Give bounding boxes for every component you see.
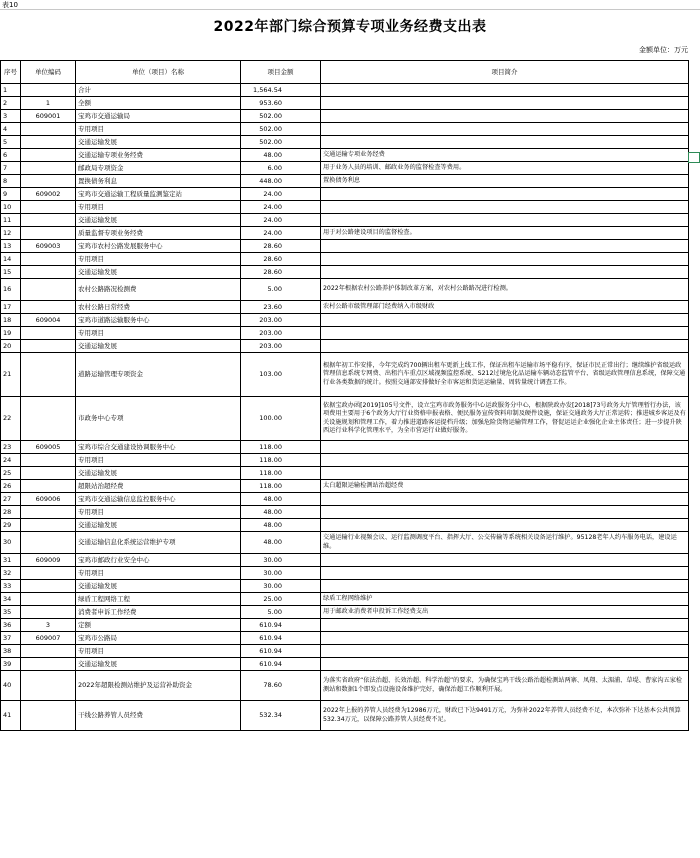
table-row <box>1 279 689 301</box>
table-row <box>1 340 689 353</box>
row-number: 7 <box>1 162 21 175</box>
page-title: 2022年部门综合预算专项业务经费支出表 <box>213 19 487 35</box>
project-name: 专用项目 <box>76 567 241 580</box>
project-amount: 118.00 <box>241 454 321 467</box>
unit-code: 609005 <box>21 441 76 454</box>
table-row <box>1 253 689 266</box>
table-row <box>1 110 689 123</box>
table-row <box>1 149 689 162</box>
project-amount: 532.34 <box>241 701 321 731</box>
row-number: 38 <box>1 645 21 658</box>
project-description <box>321 266 689 279</box>
row-number: 24 <box>1 454 21 467</box>
table-row <box>1 201 689 214</box>
project-name: 交通运输发展 <box>76 266 241 279</box>
project-amount: 610.94 <box>241 632 321 645</box>
unit-code <box>21 123 76 136</box>
row-number: 31 <box>1 554 21 567</box>
project-description: 用于业务人员的培训、邮政业务的监督检查等费用。 <box>321 162 689 175</box>
budget-table <box>0 60 689 731</box>
project-description <box>321 188 689 201</box>
project-description: 交通运输专项业务经费 <box>321 149 689 162</box>
table-row <box>1 632 689 645</box>
unit-code <box>21 136 76 149</box>
table-header-row <box>1 61 689 84</box>
unit-code <box>21 279 76 301</box>
project-description <box>321 84 689 97</box>
unit-code <box>21 658 76 671</box>
project-name: 宝鸡市交通运输信息监控服务中心 <box>76 493 241 506</box>
unit-code <box>21 467 76 480</box>
unit-code <box>21 606 76 619</box>
project-amount: 610.94 <box>241 619 321 632</box>
project-name: 宝鸡市交通运输工程质量监测鉴定站 <box>76 188 241 201</box>
table-row <box>1 606 689 619</box>
project-name: 宝鸡市农村公路发展服务中心 <box>76 240 241 253</box>
table-row <box>1 162 689 175</box>
project-name: 交通运输发展 <box>76 467 241 480</box>
table-row <box>1 84 689 97</box>
project-description: 绿盾工程网络维护 <box>321 593 689 606</box>
project-amount: 78.60 <box>241 671 321 701</box>
project-amount: 5.00 <box>241 606 321 619</box>
table-row <box>1 240 689 253</box>
table-row <box>1 214 689 227</box>
project-description <box>321 645 689 658</box>
table-row <box>1 671 689 701</box>
project-name: 专用项目 <box>76 253 241 266</box>
project-description <box>321 240 689 253</box>
project-amount: 28.60 <box>241 266 321 279</box>
unit-code <box>21 340 76 353</box>
project-description <box>321 201 689 214</box>
project-description <box>321 580 689 593</box>
unit-code <box>21 397 76 441</box>
unit-code <box>21 593 76 606</box>
unit-code <box>21 671 76 701</box>
row-number: 22 <box>1 397 21 441</box>
row-number: 8 <box>1 175 21 188</box>
project-description <box>321 214 689 227</box>
project-description: 用于对公路建设项目的监督检查。 <box>321 227 689 240</box>
project-amount: 30.00 <box>241 580 321 593</box>
unit-code: 609004 <box>21 314 76 327</box>
table-row <box>1 467 689 480</box>
row-number: 16 <box>1 279 21 301</box>
row-number: 37 <box>1 632 21 645</box>
project-name: 宝鸡市邮政行业安全中心 <box>76 554 241 567</box>
row-number: 27 <box>1 493 21 506</box>
unit-code <box>21 84 76 97</box>
unit-code: 609007 <box>21 632 76 645</box>
table-row <box>1 188 689 201</box>
header-code: 单位编码 <box>21 61 76 84</box>
row-number: 36 <box>1 619 21 632</box>
table-row <box>1 266 689 279</box>
row-number: 41 <box>1 701 21 731</box>
unit-code: 609009 <box>21 554 76 567</box>
row-number: 10 <box>1 201 21 214</box>
header-no: 序号 <box>1 61 21 84</box>
project-description <box>321 327 689 340</box>
unit-code <box>21 227 76 240</box>
row-number: 19 <box>1 327 21 340</box>
header-description: 项目简介 <box>321 61 689 84</box>
project-amount: 24.00 <box>241 201 321 214</box>
project-description <box>321 519 689 532</box>
project-name: 宝鸡市道路运输服务中心 <box>76 314 241 327</box>
row-number: 6 <box>1 149 21 162</box>
project-amount: 118.00 <box>241 480 321 493</box>
row-number: 5 <box>1 136 21 149</box>
project-description <box>321 441 689 454</box>
project-amount: 48.00 <box>241 532 321 554</box>
project-description: 2022年根据农村公路养护体制改革方案，对农村公路路况进行检测。 <box>321 279 689 301</box>
unit-code <box>21 301 76 314</box>
table-row <box>1 227 689 240</box>
row-number: 39 <box>1 658 21 671</box>
project-amount: 448.00 <box>241 175 321 188</box>
table-row <box>1 567 689 580</box>
project-name: 交通运输发展 <box>76 519 241 532</box>
project-description: 根据年初工作安排，今年完成约700辆出租车更新上线工作，保证出租车运输市场平稳有序，保证市民正常出行；继续维护省级运政管理信息系统专网费、出租汽车重点区域视频监控系统、S212过境危化品运输车辆动态监管平台、省级运政管理信息系统，保障交通行业各类数据的统计。按照交通部安排做好全市客运和货运运输量、周转量统计调查工作。 <box>321 353 689 397</box>
unit-code: 609006 <box>21 493 76 506</box>
project-name: 合计 <box>76 84 241 97</box>
unit-code <box>21 266 76 279</box>
project-description <box>321 467 689 480</box>
project-name: 交通运输发展 <box>76 580 241 593</box>
project-name: 交通运输发展 <box>76 340 241 353</box>
table-row <box>1 97 689 110</box>
unit-code <box>21 645 76 658</box>
header-amount: 项目金额 <box>241 61 321 84</box>
project-amount: 5.00 <box>241 279 321 301</box>
project-name: 定额 <box>76 619 241 632</box>
project-name: 交通运输信息化系统运营维护专项 <box>76 532 241 554</box>
unit-code <box>21 519 76 532</box>
project-amount: 203.00 <box>241 340 321 353</box>
project-name: 交通运输发展 <box>76 658 241 671</box>
row-number: 21 <box>1 353 21 397</box>
sheet-tag: 表10 <box>2 1 18 9</box>
project-amount: 48.00 <box>241 149 321 162</box>
unit-code <box>21 567 76 580</box>
project-description <box>321 454 689 467</box>
project-description <box>321 123 689 136</box>
row-number: 34 <box>1 593 21 606</box>
row-number: 11 <box>1 214 21 227</box>
project-name: 质量监督专项业务经费 <box>76 227 241 240</box>
row-number: 3 <box>1 110 21 123</box>
project-description: 依据宝政办函[2019]105号文件，设立宝鸡市政务服务中心运政服务分中心，根据陕政办发[2018]73号政务大厅管理暂行办法，该项费用主要用于6个政务大厅行业资格申报表格、便民服务宣传资料印制及硬件设施，保证交通政务大厅正常运转；推进城乡客运及有关设施规划和管理工作，着力推进道路客运提档升级；加强危险货物运输管理工作，督促运运企业强化企业主体责任；进一步提升陕西运行业科学化管理水平，为全市营运行业做好服务。 <box>321 397 689 441</box>
table-row <box>1 314 689 327</box>
table-row <box>1 327 689 340</box>
project-amount: 118.00 <box>241 441 321 454</box>
table-row <box>1 353 689 397</box>
project-name: 宝鸡市交通运输局 <box>76 110 241 123</box>
project-amount: 100.00 <box>241 397 321 441</box>
row-number: 14 <box>1 253 21 266</box>
cell-selection-marker <box>688 152 700 163</box>
table-row <box>1 593 689 606</box>
project-name: 消费者申诉工作经费 <box>76 606 241 619</box>
project-amount: 1,564.54 <box>241 84 321 97</box>
row-number: 12 <box>1 227 21 240</box>
project-description: 2022年上报的养管人员经费为12986万元，财政已下达9491万元，为弥补2022年养管人员经费不足，本次弥补下达基本公共预算532.34万元，以保障公路养管人员经费不足。 <box>321 701 689 731</box>
table-row <box>1 301 689 314</box>
unit-code <box>21 580 76 593</box>
project-description <box>321 493 689 506</box>
project-amount: 24.00 <box>241 188 321 201</box>
project-description <box>321 554 689 567</box>
row-number: 30 <box>1 532 21 554</box>
row-number: 1 <box>1 84 21 97</box>
project-amount: 6.00 <box>241 162 321 175</box>
project-amount: 953.60 <box>241 97 321 110</box>
row-number: 29 <box>1 519 21 532</box>
row-number: 18 <box>1 314 21 327</box>
table-row <box>1 506 689 519</box>
project-name: 宝鸡市综合交通建设协调服务中心 <box>76 441 241 454</box>
project-description <box>321 340 689 353</box>
row-number: 20 <box>1 340 21 353</box>
unit-code <box>21 506 76 519</box>
table-row <box>1 175 689 188</box>
unit-code: 3 <box>21 619 76 632</box>
project-name: 2022年超限检测站维护及运营补助资金 <box>76 671 241 701</box>
top-divider <box>0 9 700 10</box>
project-amount: 502.00 <box>241 110 321 123</box>
project-description <box>321 658 689 671</box>
table-row <box>1 658 689 671</box>
unit-code <box>21 201 76 214</box>
project-amount: 24.00 <box>241 214 321 227</box>
row-number: 2 <box>1 97 21 110</box>
project-description: 用于邮政业消费者申投诉工作经费支出 <box>321 606 689 619</box>
project-name: 市政务中心专项 <box>76 397 241 441</box>
project-name: 专用项目 <box>76 201 241 214</box>
project-amount: 203.00 <box>241 314 321 327</box>
unit-code <box>21 162 76 175</box>
row-number: 40 <box>1 671 21 701</box>
table-row <box>1 532 689 554</box>
unit-code: 609001 <box>21 110 76 123</box>
table-row <box>1 454 689 467</box>
row-number: 33 <box>1 580 21 593</box>
row-number: 25 <box>1 467 21 480</box>
project-name: 置换债务利息 <box>76 175 241 188</box>
project-amount: 30.00 <box>241 554 321 567</box>
project-name: 干线公路养管人员经费 <box>76 701 241 731</box>
project-description <box>321 619 689 632</box>
project-name: 全额 <box>76 97 241 110</box>
table-row <box>1 580 689 593</box>
table-row <box>1 441 689 454</box>
row-number: 17 <box>1 301 21 314</box>
project-description <box>321 506 689 519</box>
row-number: 13 <box>1 240 21 253</box>
unit-code: 609003 <box>21 240 76 253</box>
project-amount: 203.00 <box>241 327 321 340</box>
project-name: 道路运输管理专项资金 <box>76 353 241 397</box>
project-name: 交通运输发展 <box>76 214 241 227</box>
project-amount: 118.00 <box>241 467 321 480</box>
row-number: 28 <box>1 506 21 519</box>
project-name: 农村公路路况检测费 <box>76 279 241 301</box>
unit-code <box>21 253 76 266</box>
unit-code <box>21 214 76 227</box>
unit-code <box>21 175 76 188</box>
unit-code <box>21 327 76 340</box>
project-name: 专用项目 <box>76 123 241 136</box>
project-description <box>321 253 689 266</box>
table-row <box>1 397 689 441</box>
unit-code <box>21 532 76 554</box>
project-name: 超限站治超经费 <box>76 480 241 493</box>
row-number: 23 <box>1 441 21 454</box>
project-description <box>321 110 689 123</box>
table-row <box>1 619 689 632</box>
unit-label: 金额单位：万元 <box>639 46 688 54</box>
project-amount: 48.00 <box>241 506 321 519</box>
project-name: 绿盾工程网络工程 <box>76 593 241 606</box>
project-name: 专用项目 <box>76 327 241 340</box>
row-number: 15 <box>1 266 21 279</box>
project-amount: 48.00 <box>241 493 321 506</box>
project-description <box>321 567 689 580</box>
project-description: 为落实省政府“依法治超、长效治超、科学治超”的要求，为确保宝鸡干线公路治超检测站两寨、凤翔、太湄浦、草堤、曹家沟五家检测站和数据1个即发点设施设备维护完好，确保治超工作顺利开展。 <box>321 671 689 701</box>
table-body <box>1 84 689 731</box>
project-description <box>321 632 689 645</box>
unit-code <box>21 149 76 162</box>
project-description <box>321 97 689 110</box>
project-name: 邮政局专项资金 <box>76 162 241 175</box>
project-name: 宝鸡市公路局 <box>76 632 241 645</box>
project-amount: 23.60 <box>241 301 321 314</box>
project-description: 太白超限运输检测站治超经费 <box>321 480 689 493</box>
unit-code: 609002 <box>21 188 76 201</box>
project-amount: 502.00 <box>241 123 321 136</box>
table-row <box>1 554 689 567</box>
table-row <box>1 645 689 658</box>
project-amount: 25.00 <box>241 593 321 606</box>
project-amount: 24.00 <box>241 227 321 240</box>
table-row <box>1 519 689 532</box>
table-row <box>1 701 689 731</box>
row-number: 4 <box>1 123 21 136</box>
row-number: 35 <box>1 606 21 619</box>
project-description <box>321 136 689 149</box>
row-number: 26 <box>1 480 21 493</box>
header-name: 单位（项目）名称 <box>76 61 241 84</box>
project-amount: 103.00 <box>241 353 321 397</box>
project-description <box>321 314 689 327</box>
project-amount: 610.94 <box>241 658 321 671</box>
row-number: 32 <box>1 567 21 580</box>
unit-code <box>21 454 76 467</box>
row-number: 9 <box>1 188 21 201</box>
project-amount: 502.00 <box>241 136 321 149</box>
project-description: 交通运输行业视频会议、运行监测调度平台、指挥大厅、公交传输等系统相关设备运行维护。95128老年人约车服务电话，建设运维。 <box>321 532 689 554</box>
project-amount: 30.00 <box>241 567 321 580</box>
table-row <box>1 123 689 136</box>
project-description: 置换债务利息 <box>321 175 689 188</box>
project-name: 专用项目 <box>76 645 241 658</box>
table-row <box>1 493 689 506</box>
table-row <box>1 480 689 493</box>
unit-code: 1 <box>21 97 76 110</box>
project-name: 交通运输发展 <box>76 136 241 149</box>
project-name: 交通运输专项业务经费 <box>76 149 241 162</box>
project-amount: 28.60 <box>241 240 321 253</box>
project-name: 农村公路日常经费 <box>76 301 241 314</box>
unit-code <box>21 353 76 397</box>
unit-code <box>21 480 76 493</box>
project-amount: 28.60 <box>241 253 321 266</box>
project-description: 农村公路市级管理部门经费纳入市级财政 <box>321 301 689 314</box>
project-amount: 610.94 <box>241 645 321 658</box>
table-row <box>1 136 689 149</box>
project-name: 专用项目 <box>76 506 241 519</box>
unit-code <box>21 701 76 731</box>
project-amount: 48.00 <box>241 519 321 532</box>
project-name: 专用项目 <box>76 454 241 467</box>
